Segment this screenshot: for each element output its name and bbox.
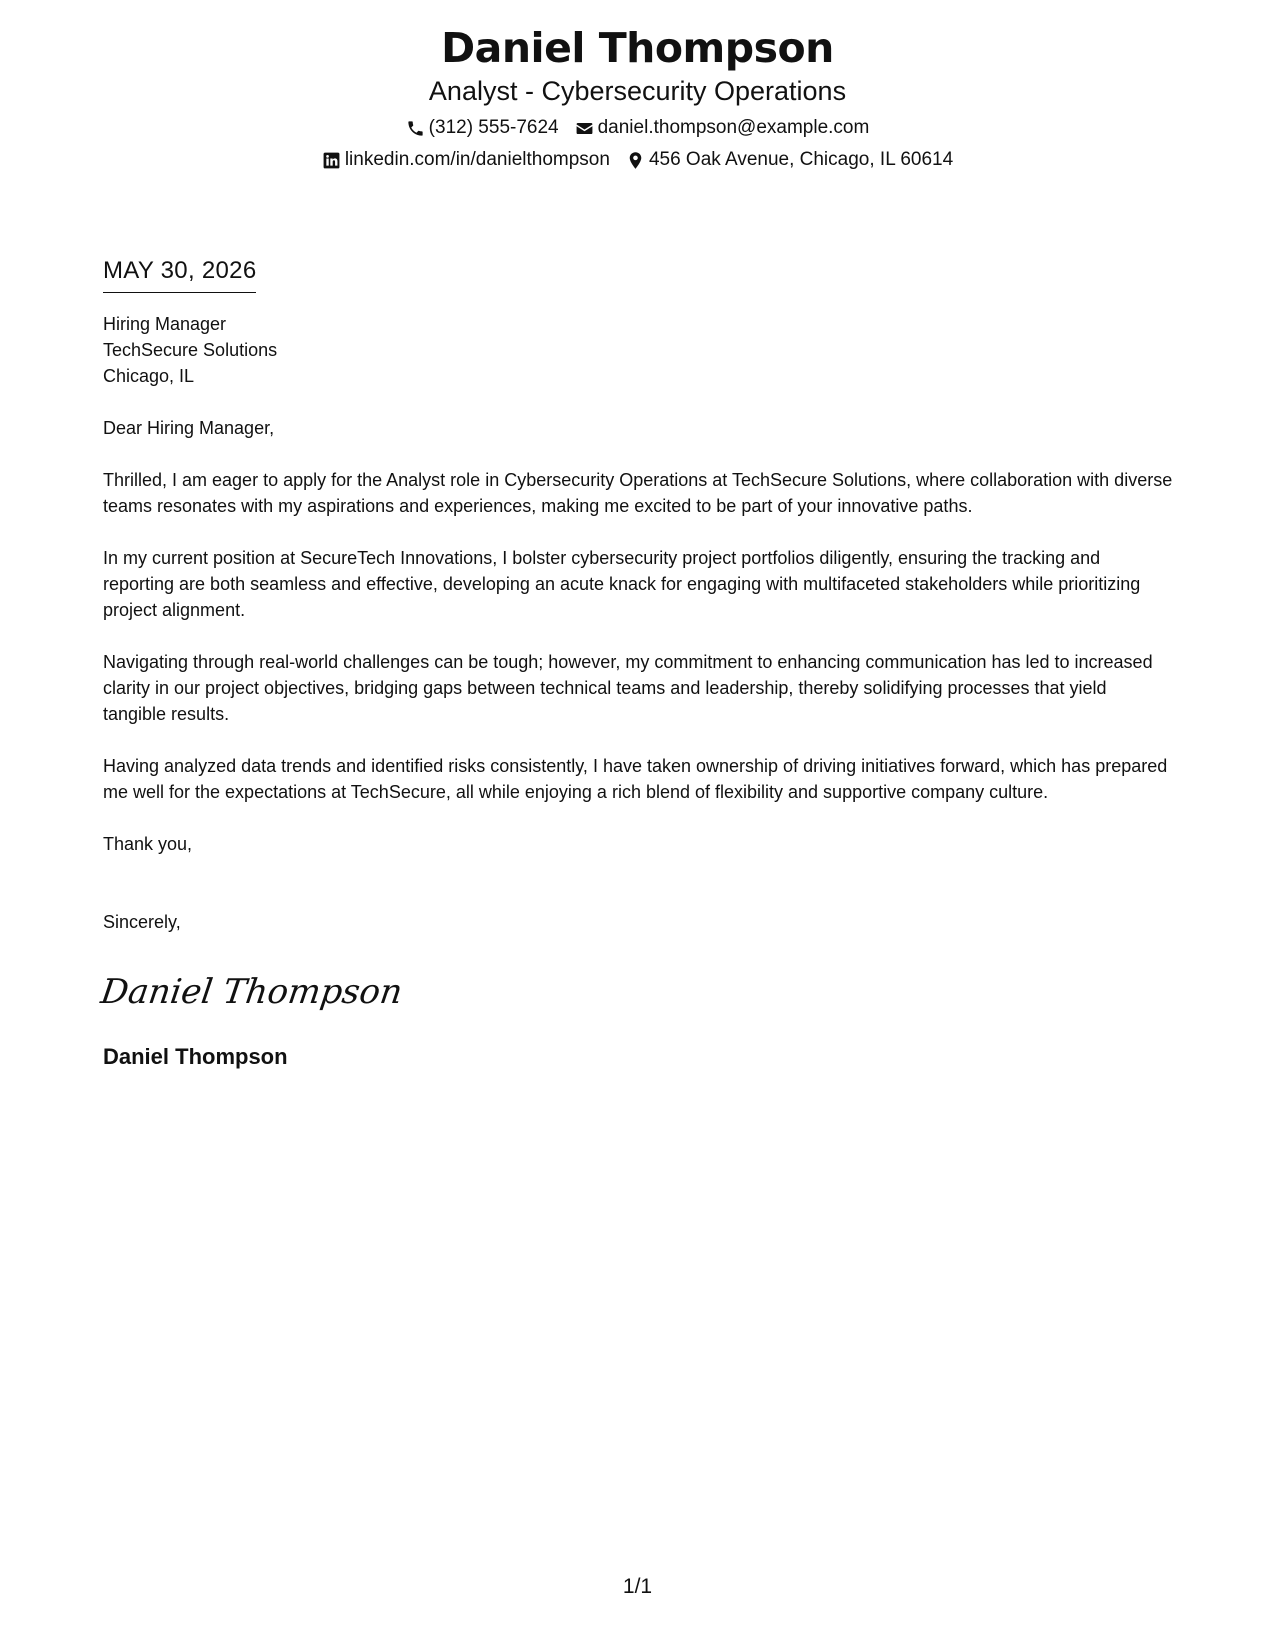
contact-linkedin xyxy=(322,148,610,172)
address-text: 456 Oak Avenue, Chicago, IL 60614 xyxy=(648,149,954,170)
recipient-block xyxy=(103,311,1173,389)
salutation: Dear Hiring Manager, xyxy=(103,418,275,438)
letter-header xyxy=(0,22,1275,172)
handwritten-signature xyxy=(98,965,405,1021)
letter-date: MAY 30, 2026 xyxy=(103,256,256,293)
letter-body xyxy=(98,256,1173,1071)
linkedin-text[interactable]: linkedin.com/in/danielthompson xyxy=(344,149,610,170)
linkedin-icon xyxy=(322,151,341,170)
body-paragraph: Navigating through real-world challenges can be tough; however, my commitment to enhancing communication has led to increased clarity in our project objectives, bridging gaps between technical teams and leadership, thereby solidifying processes that yield tangible results. xyxy=(103,652,1153,724)
recipient-line: Hiring Manager xyxy=(103,314,227,334)
contact-email xyxy=(575,116,870,140)
contact-line-primary xyxy=(0,116,1275,140)
body-paragraph: In my current position at SecureTech Innovations, I bolster cybersecurity project portfolios diligently, ensuring the tracking and reporting are both seamless and effective, developing an acute knack for engaging with multifaceted stakeholders while prioritizing project alignment. xyxy=(103,548,1141,620)
email-text[interactable]: daniel.thompson@example.com xyxy=(597,117,870,138)
envelope-icon xyxy=(575,119,594,138)
svg-text:Daniel Thompson: Daniel Thompson xyxy=(98,972,405,1012)
body-paragraph: Having analyzed data trends and identified risks consistently, I have taken ownership of driving initiatives forward, which has prepared me well for the expectations at TechSecure, all while enjoying a rich blend of flexibility and supportive company culture. xyxy=(103,756,1168,802)
closing-line: Sincerely, xyxy=(103,912,181,932)
recipient-line: TechSecure Solutions xyxy=(103,340,278,360)
recipient-line: Chicago, IL xyxy=(103,366,195,386)
page-number: 1/1 xyxy=(622,1575,653,1598)
applicant-name: Daniel Thompson xyxy=(441,24,834,72)
map-marker-icon xyxy=(626,151,645,170)
body-paragraph: Thrilled, I am eager to apply for the Analyst role in Cybersecurity Operations at TechSecure Solutions, where collaboration with diverse teams resonates with my aspirations and experiences, making me excited to be part of your innovative paths. xyxy=(103,470,1173,516)
contact-address xyxy=(626,148,953,172)
thanks-line: Thank you, xyxy=(103,834,193,854)
phone-icon xyxy=(406,119,425,138)
contact-phone xyxy=(406,116,559,140)
phone-text[interactable]: (312) 555-7624 xyxy=(428,117,559,138)
applicant-title: Analyst - Cybersecurity Operations xyxy=(428,76,847,106)
contact-line-secondary xyxy=(0,148,1275,172)
signer-name: Daniel Thompson xyxy=(103,1044,288,1069)
